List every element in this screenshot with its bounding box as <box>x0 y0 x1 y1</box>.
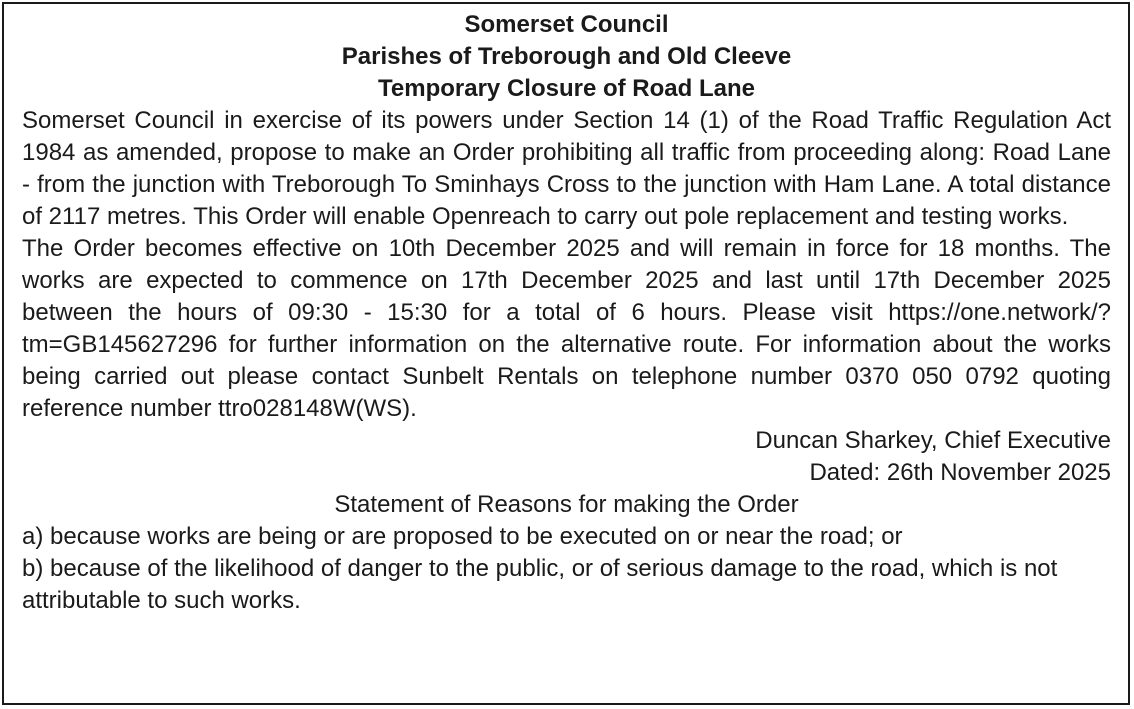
public-notice <box>2 2 1130 705</box>
reason-b: b) because of the likelihood of danger to the public, or of serious damage to the road, which is not attributable to such works. <box>22 555 1058 614</box>
parishes-heading: Parishes of Treborough and Old Cleeve <box>341 43 792 70</box>
order-paragraph-1: Somerset Council in exercise of its powers under Section 14 (1) of the Road Traffic Regulation Act 1984 as amended, propose to make an Order prohibiting all traffic from proceeding along: Road Lane - from the junction with Treborough To Sminhays Cross to the junction with Ham Lane. A total distance of 2117 metres. This Order will enable Openreach to carry out pole replacement and testing works. <box>22 107 1111 230</box>
reasons-title: Statement of Reasons for making the Order <box>334 491 799 518</box>
council-heading: Somerset Council <box>464 11 669 38</box>
closure-heading: Temporary Closure of Road Lane <box>378 75 755 102</box>
signatory-name: Duncan Sharkey, Chief Executive <box>755 427 1111 454</box>
order-paragraph-2: The Order becomes effective on 10th December 2025 and will remain in force for 18 months. The works are expected to commence on 17th December 2025 and last until 17th December 2025 between the hours of 09:30 - 15:30 for a total of 6 hours. Please visit https://one.network/?tm=GB145627296 for further information on the alternative route. For information about the works being carried out please contact Sunbelt Rentals on telephone number 0370 050 0792 quoting reference number ttro028148W(WS). <box>22 235 1111 422</box>
reason-a: a) because works are being or are proposed to be executed on or near the road; or <box>22 523 903 550</box>
signature-date: Dated: 26th November 2025 <box>809 459 1111 486</box>
